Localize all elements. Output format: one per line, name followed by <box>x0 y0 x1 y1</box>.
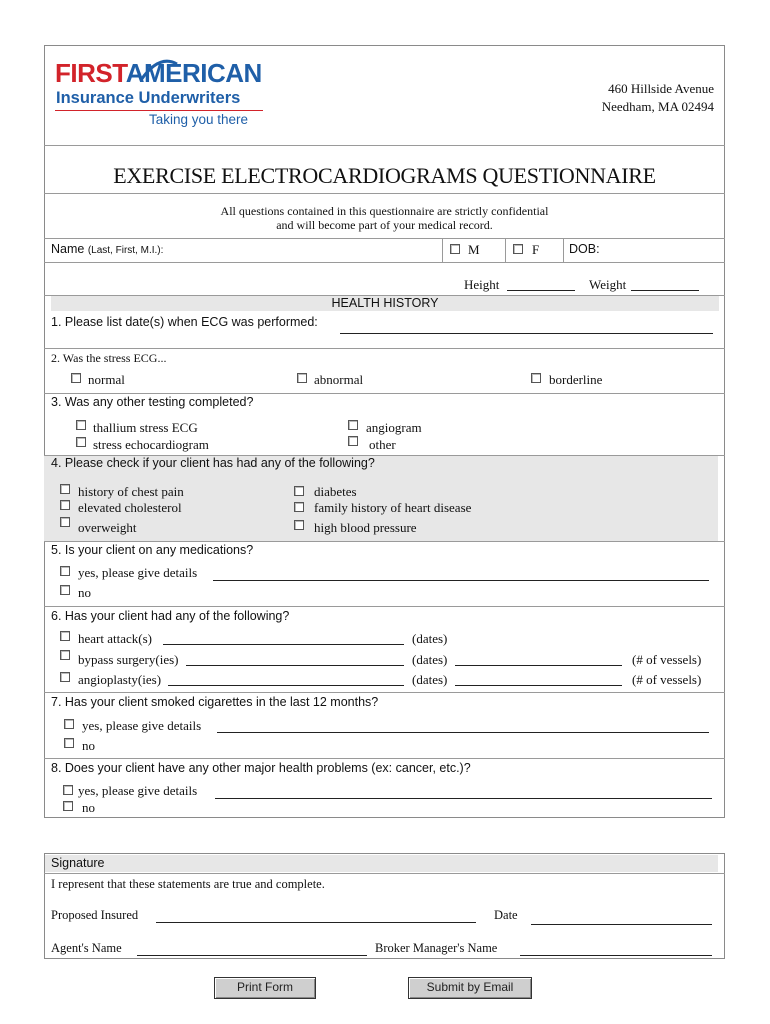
q7-text: 7. Has your client smoked cigarettes in the last 12 months? <box>51 695 379 709</box>
print-form-button[interactable]: Print Form <box>214 977 316 999</box>
male-checkbox[interactable] <box>450 244 460 254</box>
weight-field[interactable] <box>631 290 699 291</box>
date-field[interactable] <box>531 924 712 925</box>
angiogram-checkbox[interactable] <box>348 420 358 430</box>
heart-attack-dates: (dates) <box>412 631 448 646</box>
angioplasty-field[interactable] <box>168 685 404 686</box>
logo-tagline: Taking you there <box>149 112 249 127</box>
q5-no-label: no <box>78 585 91 600</box>
signature-heading: Signature <box>51 856 105 870</box>
bypass-dates-field[interactable] <box>455 665 622 666</box>
angioplasty-dates: (dates) <box>412 672 448 687</box>
title-divider <box>44 193 725 194</box>
overweight-label: overweight <box>78 520 137 535</box>
heart-attack-checkbox[interactable] <box>60 631 70 641</box>
q7-yes-label: yes, please give details <box>82 718 202 733</box>
blood-pressure-checkbox[interactable] <box>294 520 304 530</box>
name-sep-2 <box>505 238 506 262</box>
q6-bottom <box>44 692 725 693</box>
q8-details-field[interactable] <box>215 798 712 799</box>
cholesterol-checkbox[interactable] <box>60 500 70 510</box>
normal-checkbox[interactable] <box>71 373 81 383</box>
q4-bottom <box>44 541 725 542</box>
insured-field[interactable] <box>156 922 476 923</box>
q5-yes-checkbox[interactable] <box>60 566 70 576</box>
q6-text: 6. Has your client had any of the following? <box>51 609 290 623</box>
female-checkbox[interactable] <box>513 244 523 254</box>
diabetes-checkbox[interactable] <box>294 486 304 496</box>
borderline-checkbox[interactable] <box>531 373 541 383</box>
logo-rule <box>55 110 263 111</box>
name-sep-1 <box>442 238 443 262</box>
dob-input[interactable] <box>604 240 722 260</box>
q8-yes-label: yes, please give details <box>78 783 198 798</box>
height-field[interactable] <box>507 290 575 291</box>
male-label: M <box>468 242 480 257</box>
q8-text: 8. Does your client have any other major health problems (ex: cancer, etc.)? <box>51 761 471 775</box>
header-divider <box>44 145 725 146</box>
bypass-vessels: (# of vessels) <box>632 652 702 667</box>
overweight-checkbox[interactable] <box>60 517 70 527</box>
q8-no-checkbox[interactable] <box>63 801 73 811</box>
insured-label: Proposed Insured <box>51 908 139 922</box>
angioplasty-checkbox[interactable] <box>60 672 70 682</box>
normal-label: normal <box>88 372 125 387</box>
signature-band-line <box>44 873 725 874</box>
name-label-text: Name <box>51 242 85 256</box>
confidential-line-1: All questions contained in this questionnaire are strictly confidential <box>220 204 549 218</box>
bypass-label: bypass surgery(ies) <box>78 652 179 667</box>
borderline-label: borderline <box>549 372 603 387</box>
bypass-checkbox[interactable] <box>60 650 70 660</box>
q2-text: 2. Was the stress ECG... <box>51 351 167 365</box>
family-history-label: family history of heart disease <box>314 500 472 515</box>
health-history-heading: HEALTH HISTORY <box>331 296 439 310</box>
q5-details-field[interactable] <box>213 580 709 581</box>
q7-details-field[interactable] <box>217 732 709 733</box>
q8-yes-checkbox[interactable] <box>63 785 73 795</box>
broker-label: Broker Manager's Name <box>375 941 498 955</box>
q4-text: 4. Please check if your client has had any of the following? <box>51 456 375 470</box>
address-line-1: 460 Hillside Avenue <box>608 81 714 96</box>
submit-email-button[interactable]: Submit by Email <box>408 977 532 999</box>
height-label: Height <box>464 277 500 292</box>
weight-label: Weight <box>589 277 627 292</box>
other-checkbox[interactable] <box>348 436 358 446</box>
diabetes-label: diabetes <box>314 484 357 499</box>
dob-label: DOB: <box>569 242 600 256</box>
female-label: F <box>532 242 540 257</box>
signature-band <box>45 855 718 872</box>
angioplasty-label: angioplasty(ies) <box>78 672 162 687</box>
name-row-bottom <box>44 262 725 263</box>
name-sep-3 <box>563 238 564 262</box>
q7-yes-checkbox[interactable] <box>64 719 74 729</box>
q7-bottom <box>44 758 725 759</box>
logo-subtitle: Insurance Underwriters <box>56 89 241 107</box>
company-logo <box>55 58 270 130</box>
other-label: other <box>369 437 396 452</box>
angioplasty-vessels: (# of vessels) <box>632 672 702 687</box>
swoosh-icon <box>139 56 179 86</box>
thallium-checkbox[interactable] <box>76 420 86 430</box>
q1-field[interactable] <box>340 333 713 334</box>
name-hint: (Last, First, M.I.): <box>87 245 164 256</box>
chest-pain-checkbox[interactable] <box>60 484 70 494</box>
agent-label: Agent's Name <box>51 941 122 955</box>
q7-no-checkbox[interactable] <box>64 738 74 748</box>
q5-yes-label: yes, please give details <box>78 565 198 580</box>
q7-no-label: no <box>82 738 95 753</box>
angiogram-label: angiogram <box>366 420 422 435</box>
q8-no-label: no <box>82 800 95 815</box>
signature-statement: I represent that these statements are true and complete. <box>51 877 325 891</box>
thallium-label: thallium stress ECG <box>93 420 198 435</box>
name-input[interactable] <box>180 240 435 260</box>
chest-pain-label: history of chest pain <box>78 484 184 499</box>
date-label: Date <box>494 908 518 922</box>
q3-text: 3. Was any other testing completed? <box>51 395 254 409</box>
bypass-dates: (dates) <box>412 652 448 667</box>
bypass-field[interactable] <box>186 665 404 666</box>
q2-bottom <box>44 393 725 394</box>
logo-american: AMERICAN <box>125 58 262 88</box>
angioplasty-dates-field[interactable] <box>455 685 622 686</box>
agent-field[interactable] <box>137 955 367 956</box>
q1-bottom <box>44 348 725 349</box>
blood-pressure-label: high blood pressure <box>314 520 417 535</box>
abnormal-checkbox[interactable] <box>297 373 307 383</box>
heart-attack-field[interactable] <box>163 644 404 645</box>
heart-attack-label: heart attack(s) <box>78 631 152 646</box>
hh-top <box>44 295 725 296</box>
family-history-checkbox[interactable] <box>294 502 304 512</box>
echo-label: stress echocardiogram <box>93 437 209 452</box>
q5-bottom <box>44 606 725 607</box>
name-row-top <box>44 238 725 239</box>
q1-text: 1. Please list date(s) when ECG was performed: <box>51 315 318 329</box>
name-label <box>51 242 163 256</box>
q5-text: 5. Is your client on any medications? <box>51 543 254 557</box>
abnormal-label: abnormal <box>314 372 364 387</box>
page-title: EXERCISE ELECTROCARDIOGRAMS QUESTIONNAIRE <box>113 163 656 188</box>
broker-field[interactable] <box>520 955 712 956</box>
logo-first: FIRST <box>55 58 126 88</box>
confidential-line-2: and will become part of your medical record. <box>276 218 493 232</box>
address-line-2: Needham, MA 02494 <box>601 99 714 114</box>
cholesterol-label: elevated cholesterol <box>78 500 182 515</box>
q5-no-checkbox[interactable] <box>60 585 70 595</box>
echo-checkbox[interactable] <box>76 437 86 447</box>
